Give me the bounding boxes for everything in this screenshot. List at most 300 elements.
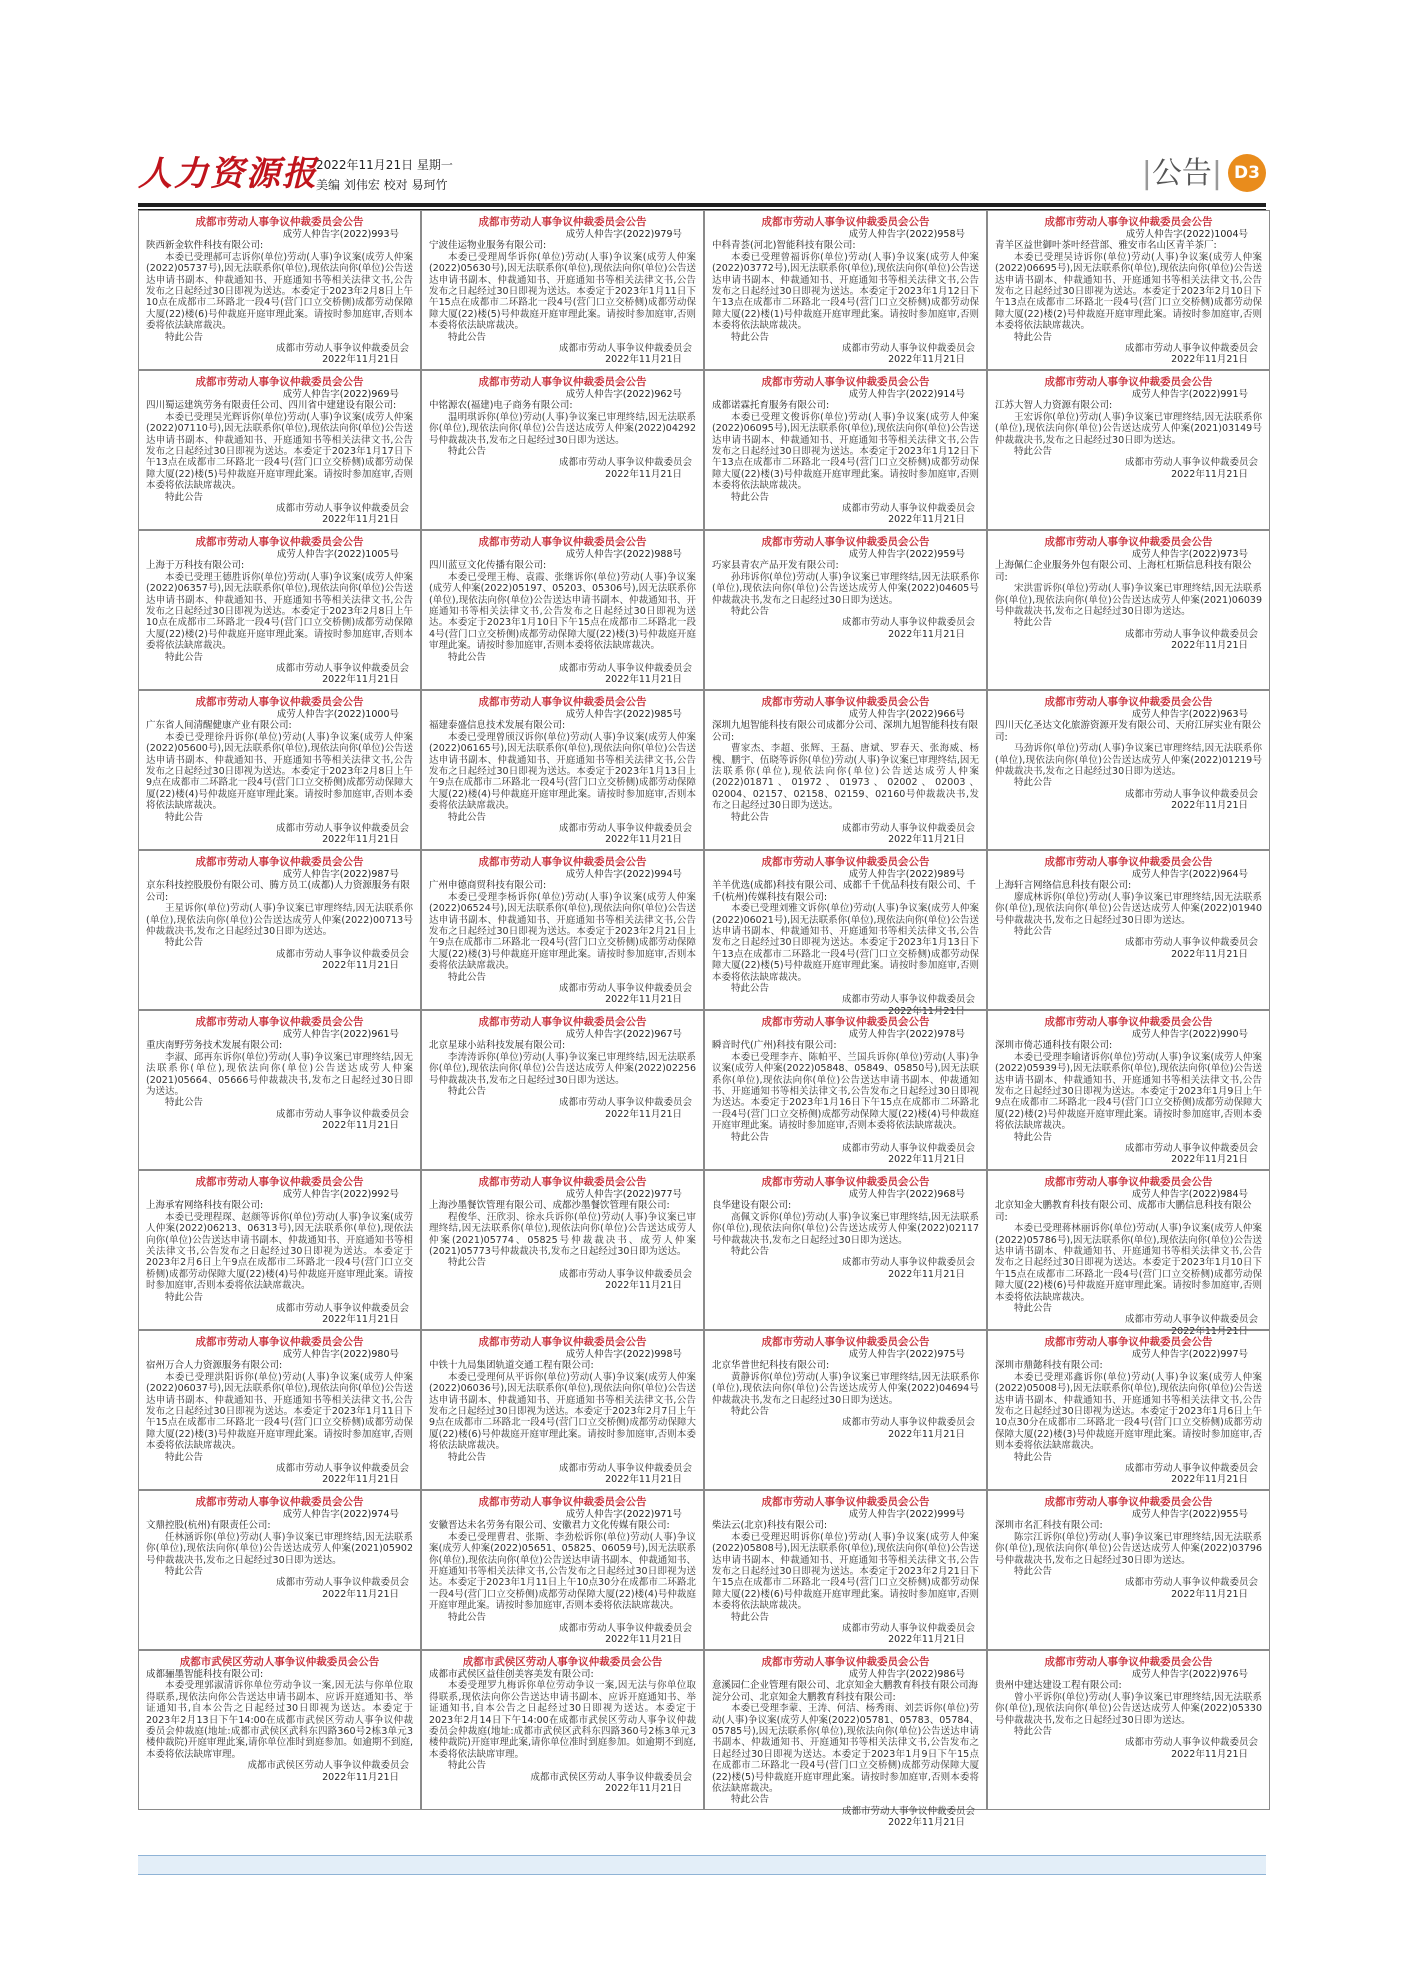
notice-date: 2022年11月21日 xyxy=(322,1588,399,1600)
notice-card xyxy=(138,370,421,530)
notice-party: 江苏大智人力资源有限公司: xyxy=(995,400,1113,412)
notice-date: 2022年11月21日 xyxy=(1171,354,1248,366)
notice-closing: 特此公告 xyxy=(1014,777,1053,789)
notice-party: 重庆南野劳务技术发展有限公司: xyxy=(146,1040,283,1052)
notice-heading: 成都市劳动人事争议仲裁委员会公告 xyxy=(761,1656,930,1668)
issue-date: 2022年11月21日 星期一 xyxy=(316,158,453,172)
notice-card xyxy=(138,530,421,690)
notice-closing: 特此公告 xyxy=(448,1611,487,1623)
notice-card xyxy=(138,1170,421,1330)
notice-number: 成劳人仲告字(2022)962号 xyxy=(565,389,682,400)
notice-body: 本委已受理曾颀汉诉你(单位)劳动(人事)争议案(成劳人仲案(2022)06165号),因无法联系你(单位),现依法向你(单位)公告送达申请书副本、仲裁通知书、开庭通知书等相关法律文书,公告发布之日起经过30日即视为送达。本委定于2023年1月13日上午9点在成都市二环路北一段4号(营门口立交桥侧)成都劳动保障大厦(22)楼(4)号仲裁庭开庭审理此案。请按时参加庭审,否则本委将依法缺席裁决。 xyxy=(429,731,696,812)
notice-date: 2022年11月21日 xyxy=(1171,1325,1248,1337)
notice-date: 2022年11月21日 xyxy=(322,1314,399,1326)
notice-card xyxy=(704,1170,987,1330)
notice-number: 成劳人仲告字(2022)959号 xyxy=(848,549,965,560)
notice-issuer: 成都市劳动人事争议仲裁委员会 xyxy=(275,343,409,355)
notice-number: 成劳人仲告字(2022)988号 xyxy=(565,549,682,560)
notice-issuer: 成都市劳动人事争议仲裁委员会 xyxy=(841,823,975,835)
notice-date: 2022年11月21日 xyxy=(1171,1588,1248,1600)
notice-heading: 成都市劳动人事争议仲裁委员会公告 xyxy=(761,1016,930,1028)
notice-card xyxy=(421,370,704,530)
notice-body: 本委已受理曾福诉你(单位)劳动(人事)争议案(成劳人仲案(2022)03772号),因无法联系你(单位),现依法向你(单位)公告送达申请书副本、仲裁通知书、开庭通知书等相关法律文书,公告发布之日起经过30日即视为送达。本委定于2023年1月12日下午13点在成都市二环路北一段4号(营门口立交桥侧)成都劳动保障大厦(22)楼(1)号仲裁庭开庭审理此案。请按时参加庭审,否则本委将依法缺席裁决。 xyxy=(712,251,979,332)
notice-party: 瞬音时代(广州)科技有限公司: xyxy=(712,1040,837,1052)
notice-closing: 特此公告 xyxy=(448,1257,487,1269)
notice-party: 柴法云(北京)科技有限公司: xyxy=(712,1520,828,1532)
notice-card xyxy=(138,850,421,1010)
notice-closing: 特此公告 xyxy=(1014,1131,1053,1143)
notice-card xyxy=(987,1170,1270,1337)
notice-heading: 成都市劳动人事争议仲裁委员会公告 xyxy=(478,216,647,228)
notice-card xyxy=(987,370,1270,530)
notice-card xyxy=(704,690,987,850)
notice-closing: 特此公告 xyxy=(1014,1451,1053,1463)
notice-heading: 成都市劳动人事争议仲裁委员会公告 xyxy=(478,1176,647,1188)
notice-body: 温明琪诉你(单位)劳动(人事)争议案已审理终结,因无法联系你(单位),现依法向你(单位)公告送达成劳人仲案(2022)04292号仲裁裁决书,发布之日起经过30日即为送达。 xyxy=(429,411,696,446)
notice-party: 青羊区益世御叶茶叶经营部、雅安市名山区青羊茶厂: xyxy=(995,240,1217,252)
notice-card xyxy=(421,210,704,370)
notice-number: 成劳人仲告字(2022)1005号 xyxy=(276,549,399,560)
notice-party: 京东科技控股股份有限公司、腾方员工(成都)人力资源服务有限公司: xyxy=(146,880,410,903)
notice-number: 成劳人仲告字(2022)994号 xyxy=(565,869,682,880)
notice-closing: 特此公告 xyxy=(731,1131,770,1143)
notice-body: 本委已受理何从平诉你(单位)劳动(人事)争议案(成劳人仲案(2022)06036号),因无法联系你(单位),现依法向你(单位)公告送达申请书副本、仲裁通知书、开庭通知书等相关法律文书,公告发布之日起经过30日即视为送达。本委定于2023年2月7日上午9点在成都市二环路北一段4号(营门口立交桥侧)成都劳动保障大厦(22)楼(6)号仲裁庭开庭审理此案。请按时参加庭审,否则本委将依法缺席裁决。 xyxy=(429,1371,696,1452)
notice-issuer: 成都市劳动人事争议仲裁委员会 xyxy=(841,1257,975,1269)
notice-closing: 特此公告 xyxy=(731,331,770,343)
notice-heading: 成都市劳动人事争议仲裁委员会公告 xyxy=(1044,376,1213,388)
notice-heading: 成都市劳动人事争议仲裁委员会公告 xyxy=(761,536,930,548)
notice-body: 本委已受理曹君、张斯、李劲松诉你(单位)劳动(人事)争议案(成劳人仲案(2022)05651、05825、06059号),因无法联系你(单位),现依法向你(单位)公告送达申请书副本、仲裁通知书、开庭通知书等相关法律文书,公告发布之日起经过30日即视为送达。本委定于2023年1月11日上午10点30分在成都市二环路北一段4号(营门口立交桥侧)成都劳动保障大厦(22)楼(4)号仲裁庭开庭审理此案。请按时参加庭审,否则本委将依法缺席裁决。 xyxy=(429,1531,696,1612)
notice-closing: 特此公告 xyxy=(448,1760,487,1772)
notice-number: 成劳人仲告字(2022)979号 xyxy=(565,229,682,240)
notice-party: 广东省人间清醒健康产业有限公司: xyxy=(146,720,292,732)
notice-heading: 成都市劳动人事争议仲裁委员会公告 xyxy=(1044,1176,1213,1188)
notice-issuer: 成都市劳动人事争议仲裁委员会 xyxy=(1124,343,1258,355)
notice-party: 成都市武侯区益佳创美容美发有限公司: xyxy=(429,1669,594,1680)
notice-body: 本委已受理迟明诉你(单位)劳动(人事)争议案(成劳人仲案(2022)05808号),因无法联系你(单位),现依法向你(单位)公告送达申请书副本、仲裁通知书、开庭通知书等相关法律文书,公告发布之日起经过30日即视为送达。本委定于2023年2月21日下午15点在成都市二环路北一段4号(营门口立交桥侧)成都劳动保障大厦(22)楼(6)号仲裁庭开庭审理此案。请按时参加庭审,否则本委将依法缺席裁决。 xyxy=(712,1531,979,1612)
notice-date: 2022年11月21日 xyxy=(322,1474,399,1486)
notice-party: 贵州中建达建设工程有限公司: xyxy=(995,1680,1122,1692)
section-title: 公告 xyxy=(1151,156,1212,191)
notice-party: 福建泰盛信息技术发展有限公司: xyxy=(429,720,566,732)
notice-issuer: 成都市劳动人事争议仲裁委员会 xyxy=(841,1143,975,1155)
notice-heading: 成都市武侯区劳动人事争议仲裁委员会公告 xyxy=(179,1656,380,1668)
notice-card xyxy=(138,1490,421,1650)
notice-body: 黄静诉你(单位)劳动(人事)争议案已审理终结,因无法联系你(单位),现依法向你(单位)公告送达成劳人仲案(2022)04694号仲裁裁决书,发布之日起经过30日即为送达。 xyxy=(712,1371,979,1406)
notice-number: 成劳人仲告字(2022)914号 xyxy=(848,389,965,400)
notice-party: 深圳市名汇科技有限公司: xyxy=(995,1520,1103,1532)
notice-closing: 特此公告 xyxy=(448,1451,487,1463)
notice-closing: 特此公告 xyxy=(1014,926,1053,938)
notice-closing: 特此公告 xyxy=(165,491,204,503)
notice-party: 广州申德商贸科技有限公司: xyxy=(429,880,547,892)
notice-number: 成劳人仲告字(2022)974号 xyxy=(282,1509,399,1520)
notice-number: 成劳人仲告字(2022)984号 xyxy=(1131,1189,1248,1200)
notice-card xyxy=(421,1490,704,1650)
notice-number: 成劳人仲告字(2022)986号 xyxy=(848,1669,965,1680)
notice-number: 成劳人仲告字(2022)969号 xyxy=(282,389,399,400)
notice-closing: 特此公告 xyxy=(731,983,770,995)
notice-date: 2022年11月21日 xyxy=(1171,1154,1248,1166)
notice-issuer: 成都市劳动人事争议仲裁委员会 xyxy=(275,823,409,835)
notice-closing: 特此公告 xyxy=(1014,1726,1053,1738)
notice-date: 2022年11月21日 xyxy=(1171,1474,1248,1486)
notice-number: 成劳人仲告字(2022)997号 xyxy=(1131,1349,1248,1360)
notice-number: 成劳人仲告字(2022)958号 xyxy=(848,229,965,240)
notice-closing: 特此公告 xyxy=(165,937,204,949)
notice-heading: 成都市劳动人事争议仲裁委员会公告 xyxy=(478,1496,647,1508)
notice-party: 上海佩仁企业服务外包有限公司、上海杠杠斯信息科技有限公司: xyxy=(995,560,1252,583)
notice-number: 成劳人仲告字(2022)993号 xyxy=(282,229,399,240)
notice-party: 宿州万合人力资源服务有限公司: xyxy=(146,1360,283,1372)
notice-number: 成劳人仲告字(2022)963号 xyxy=(1131,709,1248,720)
notice-heading: 成都市劳动人事争议仲裁委员会公告 xyxy=(1044,1336,1213,1348)
notice-heading: 成都市劳动人事争议仲裁委员会公告 xyxy=(195,216,364,228)
notice-closing: 特此公告 xyxy=(1014,1566,1053,1578)
notice-heading: 成都市劳动人事争议仲裁委员会公告 xyxy=(195,856,364,868)
notice-party: 上海承宥网络科技有限公司: xyxy=(146,1200,264,1212)
notice-body: 本委已受理郝可志诉你(单位)劳动(人事)争议案(成劳人仲案(2022)05737号),因无法联系你(单位),现依法向你(单位)公告送达申请书副本、仲裁通知书、开庭通知书等相关法律文书,公告发布之日起经过30日即视为送达。本委定于2023年2月8日上午10点在成都市二环路北一段4号(营门口立交桥侧)成都劳动保障大厦(22)楼(6)号仲裁庭开庭审理此案。请按时参加庭审,否则本委将依法缺席裁决。 xyxy=(146,251,413,332)
footer-band xyxy=(138,1855,1266,1875)
notice-closing: 特此公告 xyxy=(1014,331,1053,343)
notice-body: 本委已受理李蒙、王涛、何洁、杨秀雨、刘芸诉你(单位)劳动(人事)争议案(成劳人仲案(2022)05781、05783、05784、05785号),因无法联系你(单位),现依法向你(单位)公告送达申请书副本、仲裁通知书、开庭通知书等相关法律文书,公告发布之日起经过30日即视为送达。本委定于2023年1月9日下午15点在成都市二环路北一段4号(营门口立交桥侧)成都劳动保障大厦(22)楼(5)号仲裁庭开庭审理此案。请按时参加庭审,否则本委将依法缺席裁决。 xyxy=(712,1703,979,1795)
notice-party: 宁波佳运物业服务有限公司: xyxy=(429,240,547,252)
notice-party: 深圳市鼎懿科技有限公司: xyxy=(995,1360,1103,1372)
notice-heading: 成都市劳动人事争议仲裁委员会公告 xyxy=(478,536,647,548)
editors-credit: 美编 刘伟宏 校对 易珂竹 xyxy=(316,178,448,192)
notice-date: 2022年11月21日 xyxy=(605,1280,682,1292)
notice-heading: 成都市劳动人事争议仲裁委员会公告 xyxy=(761,1336,930,1348)
notice-card xyxy=(704,530,987,690)
notice-closing: 特此公告 xyxy=(165,331,204,343)
notice-date: 2022年11月21日 xyxy=(1171,1748,1248,1760)
notice-closing: 特此公告 xyxy=(1014,1303,1053,1315)
notice-body: 廖成林诉你(单位)劳动(人事)争议案已审理终结,因无法联系你(单位),现依法向你(单位)公告送达成劳人仲案(2022)01940号仲裁裁决书,发布之日起经过30日即为送达。 xyxy=(995,891,1262,926)
notice-issuer: 成都市劳动人事争议仲裁委员会 xyxy=(558,457,692,469)
notice-number: 成劳人仲告字(2022)964号 xyxy=(1131,869,1248,880)
notice-body: 高佩文诉你(单位)劳动(人事)争议案已审理终结,因无法联系你(单位),现依法向你(单位)公告送达成劳人仲案(2022)02117号仲裁裁决书,发布之日起经过30日即为送达。 xyxy=(712,1211,979,1246)
notice-issuer: 成都市武侯区劳动人事争议仲裁委员会 xyxy=(530,1771,692,1783)
notice-number: 成劳人仲告字(2022)973号 xyxy=(1131,549,1248,560)
notice-issuer: 成都市劳动人事争议仲裁委员会 xyxy=(558,823,692,835)
notice-closing: 特此公告 xyxy=(731,1246,770,1258)
notice-issuer: 成都市劳动人事争议仲裁委员会 xyxy=(841,343,975,355)
notice-date: 2022年11月21日 xyxy=(888,354,965,366)
notice-number: 成劳人仲告字(2022)1000号 xyxy=(276,709,399,720)
notice-body: 陈宗江诉你(单位)劳动(人事)争议案已审理终结,因无法联系你(单位),现依法向你(单位)公告送达成劳人仲案(2022)03796号仲裁裁决书,发布之日起经过30日即为送达。 xyxy=(995,1531,1262,1566)
notice-heading: 成都市劳动人事争议仲裁委员会公告 xyxy=(761,856,930,868)
notice-party: 成都诺霖托育服务有限公司: xyxy=(712,400,830,412)
notice-body: 本委已受理洪阳诉你(单位)劳动(人事)争议案(成劳人仲案(2022)06037号),因无法联系你(单位),现依法向你(单位)公告送达申请书副本、仲裁通知书、开庭通知书等相关法律文书,公告发布之日起经过30日即视为送达。本委定于2023年1月11日下午15点在成都市二环路北一段4号(营门口立交桥侧)成都劳动保障大厦(22)楼(3)号仲裁庭开庭审理此案。请按时参加庭审,否则本委将依法缺席裁决。 xyxy=(146,1371,413,1452)
notice-date: 2022年11月21日 xyxy=(605,1634,682,1646)
notice-body: 本委已受理王梅、袁霞、张继诉你(单位)劳动(人事)争议案(成劳人仲案(2022)05197、05203、05306号),因无法联系你(单位),现依法向你(单位)公告送达申请书副本、仲裁通知书、开庭通知书等相关法律文书,公告发布之日起经过30日即视为送达。本委定于2023年1月10日下午15点在成都市二环路北一段4号(营门口立交桥侧)成都劳动保障大厦(22)楼(3)号仲裁庭开庭审理此案。请按时参加庭审,否则本委将依法缺席裁决。 xyxy=(429,571,696,652)
notice-closing: 特此公告 xyxy=(448,331,487,343)
notice-number: 成劳人仲告字(2022)990号 xyxy=(1131,1029,1248,1040)
notice-closing: 特此公告 xyxy=(731,491,770,503)
notice-card xyxy=(421,1170,704,1330)
notice-party: 深圳九旭智能科技有限公司成都分公司、深圳九旭智能科技有限公司: xyxy=(712,720,979,743)
notice-card xyxy=(138,210,421,370)
notice-party: 四川蜀运建筑劳务有限责任公司、四川省中建建设有限公司: xyxy=(146,400,397,412)
notice-date: 2022年11月21日 xyxy=(605,1474,682,1486)
masthead-rule xyxy=(138,203,1266,207)
notice-issuer: 成都市劳动人事争议仲裁委员会 xyxy=(1124,1577,1258,1589)
notice-closing: 特此公告 xyxy=(448,651,487,663)
notice-number: 成劳人仲告字(2022)992号 xyxy=(282,1189,399,1200)
notice-date: 2022年11月21日 xyxy=(1171,640,1248,652)
notice-party: 成都骊墨智能科技有限公司: xyxy=(146,1669,264,1680)
notice-number: 成劳人仲告字(2022)985号 xyxy=(565,709,682,720)
notice-closing: 特此公告 xyxy=(731,1794,770,1806)
notice-issuer: 成都市武侯区劳动人事争议仲裁委员会 xyxy=(247,1760,409,1772)
notice-body: 王星诉你(单位)劳动(人事)争议案已审理终结,因无法联系你(单位),现依法向你(单位)公告送达成劳人仲案(2022)00713号仲裁裁决书,发布之日起经过30日即为送达。 xyxy=(146,903,413,938)
notice-body: 本委已受理程琛、赵颜等诉你(单位)劳动(人事)争议案(成劳人仲案(2022)06213、06313号),因无法联系你(单位),现依法向你(单位)公告送达申请书副本、仲裁通知书、开庭通知书等相关法律文书,公告发布之日起经过30日即视为送达。本委定于2023年2月6日上午9点在成都市二环路北一段4号(营门口立交桥侧)成都劳动保障大厦(22)楼(4)号仲裁庭开庭审理此案。请按时参加庭审,否则本委将依法缺席裁决。 xyxy=(146,1211,413,1292)
notice-body: 李涛涛诉你(单位)劳动(人事)争议案已审理终结,因无法联系你(单位),现依法向你(单位)公告送达成劳人仲案(2022)02256号仲裁裁决书,发布之日起经过30日即为送达。 xyxy=(429,1051,696,1086)
notice-heading: 成都市劳动人事争议仲裁委员会公告 xyxy=(1044,856,1213,868)
notice-body: 本委已受理李喻诸诉你(单位)劳动(人事)争议案(成劳人仲案(2022)05939号),因无法联系你(单位),现依法向你(单位)公告送达申请书副本、仲裁通知书、开庭通知书等相关法律文书,公告发布之日起经过30日即视为送达。本委定于2023年1月9日上午9点在成都市二环路北一段4号(营门口立交桥侧)成都劳动保障大厦(22)楼(2)号仲裁庭开庭审理此案。请按时参加庭审,否则本委将依法缺席裁决。 xyxy=(995,1051,1262,1132)
notice-heading: 成都市劳动人事争议仲裁委员会公告 xyxy=(478,856,647,868)
notice-issuer: 成都市劳动人事争议仲裁委员会 xyxy=(275,503,409,515)
notice-date: 2022年11月21日 xyxy=(605,354,682,366)
notice-body: 曾小平诉你(单位)劳动(人事)争议案已审理终结,因无法联系你(单位),现依法向你(单位)公告送达成劳人仲案(2022)05330号仲裁裁决书,发布之日起经过30日即为送达。 xyxy=(995,1691,1262,1726)
notice-card xyxy=(421,1010,704,1170)
notice-card xyxy=(987,1010,1270,1170)
notice-issuer: 成都市劳动人事争议仲裁委员会 xyxy=(1124,1314,1258,1326)
notice-date: 2022年11月21日 xyxy=(605,834,682,846)
notice-heading: 成都市劳动人事争议仲裁委员会公告 xyxy=(195,1496,364,1508)
notice-date: 2022年11月21日 xyxy=(888,1005,965,1017)
notice-number: 成劳人仲告字(2022)976号 xyxy=(1131,1669,1248,1680)
notice-date: 2022年11月21日 xyxy=(888,1154,965,1166)
notice-issuer: 成都市劳动人事争议仲裁委员会 xyxy=(275,663,409,675)
notice-body: 本委受理罗九梅诉你单位劳动争议一案,因无法与你单位取得联系,现依法向你公告送达申请书副本、应诉开庭通知书、举证通知书,自本公告之日起经过30日即视为送达。本委定于2023年2月14日下午14:00在成都市武侯区劳动人事争议仲裁委员会仲裁庭(地址:成都市武侯区武科东四路360号2栋3单元3楼仲裁院)开庭审理此案,请你单位准时到庭参加。如逾期不到庭,本委将依法缺席审理。 xyxy=(429,1680,696,1760)
notice-card xyxy=(704,850,987,1017)
notice-body: 本委已受理邓鑫诉你(单位)劳动(人事)争议案(成劳人仲案(2022)05008号),因无法联系你(单位),现依法向你(单位)公告送达申请书副本、仲裁通知书、开庭通知书等相关法律文书,公告发布之日起经过30日即视为送达。本委定于2023年1月6日上午10点30分在成都市二环路北一段4号(营门口立交桥侧)成都劳动保障大厦(22)楼(3)号仲裁庭开庭审理此案。请按时参加庭审,否则本委将依法缺席裁决。 xyxy=(995,1371,1262,1452)
notice-issuer: 成都市劳动人事争议仲裁委员会 xyxy=(1124,1463,1258,1475)
notice-card xyxy=(987,210,1270,370)
notice-party: 四川天亿圣达文化旅游资源开发有限公司、天府江屏实业有限公司: xyxy=(995,720,1262,743)
notice-body: 程俊华、汪欣羽、徐永兵诉你(单位)劳动(人事)争议案已审理终结,因无法联系你(单位),现依法向你(单位)公告送达成劳人仲案(2021)05774、05825号仲裁裁决书、成劳人仲案(2021)05773号仲裁裁决书,发布之日起经过30日即为送达。 xyxy=(429,1211,696,1258)
notice-issuer: 成都市劳动人事争议仲裁委员会 xyxy=(841,617,975,629)
notice-party: 深圳市倚芯通科技有限公司: xyxy=(995,1040,1113,1052)
notice-heading: 成都市劳动人事争议仲裁委员会公告 xyxy=(761,696,930,708)
notice-party: 文鼎控股(杭州)有限责任公司: xyxy=(146,1520,271,1532)
notice-card xyxy=(987,1650,1270,1810)
notice-party: 良华建设有限公司: xyxy=(712,1200,792,1212)
notice-date: 2022年11月21日 xyxy=(322,1771,399,1783)
notice-closing: 特此公告 xyxy=(731,606,770,618)
notice-heading: 成都市劳动人事争议仲裁委员会公告 xyxy=(478,376,647,388)
notice-heading: 成都市劳动人事争议仲裁委员会公告 xyxy=(478,1336,647,1348)
notice-heading: 成都市劳动人事争议仲裁委员会公告 xyxy=(761,376,930,388)
notice-date: 2022年11月21日 xyxy=(322,960,399,972)
notice-heading: 成都市劳动人事争议仲裁委员会公告 xyxy=(195,536,364,548)
notice-closing: 特此公告 xyxy=(448,446,487,458)
notice-party: 北京星球小站科技发展有限公司: xyxy=(429,1040,566,1052)
notice-issuer: 成都市劳动人事争议仲裁委员会 xyxy=(841,503,975,515)
notice-party: 上海沙墨餐饮管理有限公司、成都沙墨餐饮管理有限公司: xyxy=(429,1200,670,1212)
notice-heading: 成都市劳动人事争议仲裁委员会公告 xyxy=(1044,536,1213,548)
notice-issuer: 成都市劳动人事争议仲裁委员会 xyxy=(558,1463,692,1475)
notice-heading: 成都市劳动人事争议仲裁委员会公告 xyxy=(478,696,647,708)
notice-date: 2022年11月21日 xyxy=(1171,800,1248,812)
notice-issuer: 成都市劳动人事争议仲裁委员会 xyxy=(558,663,692,675)
notice-date: 2022年11月21日 xyxy=(605,674,682,686)
notice-heading: 成都市劳动人事争议仲裁委员会公告 xyxy=(478,1016,647,1028)
notice-date: 2022年11月21日 xyxy=(1171,468,1248,480)
page-number-badge: D3 xyxy=(1228,154,1266,192)
notice-issuer: 成都市劳动人事争议仲裁委员会 xyxy=(841,1805,975,1817)
notice-issuer: 成都市劳动人事争议仲裁委员会 xyxy=(275,1463,409,1475)
notice-issuer: 成都市劳动人事争议仲裁委员会 xyxy=(275,1108,409,1120)
notice-heading: 成都市劳动人事争议仲裁委员会公告 xyxy=(1044,1016,1213,1028)
notice-card xyxy=(421,530,704,690)
notice-closing: 特此公告 xyxy=(731,1611,770,1623)
notice-heading: 成都市武侯区劳动人事争议仲裁委员会公告 xyxy=(462,1656,663,1668)
notice-closing: 特此公告 xyxy=(165,1451,204,1463)
notice-card xyxy=(138,690,421,850)
notice-card xyxy=(704,210,987,370)
notice-number: 成劳人仲告字(2022)987号 xyxy=(282,869,399,880)
notice-body: 宋洪雷诉你(单位)劳动(人事)争议案已审理终结,因无法联系你(单位),现依法向你(单位)公告送达成劳人仲案(2021)06039号仲裁裁决书,发布之日起经过30日即为送达。 xyxy=(995,583,1262,618)
notice-body: 孙玮诉你(单位)劳动(人事)争议案已审理终结,因无法联系你(单位),现依法向你(单位)公告送达成劳人仲案(2022)04605号仲裁裁决书,发布之日起经过30日即为送达。 xyxy=(712,571,979,606)
notice-body: 本委已受理吴诗诉你(单位)劳动(人事)争议案(成劳人仲案(2022)06695号),因无法联系你(单位),现依法向你(单位)公告送达申请书副本、仲裁通知书、开庭通知书等相关法律文书,公告发布之日起经过30日即视为送达。本委定于2023年2月10日下午13点在成都市二环路北一段4号(营门口立交桥侧)成都劳动保障大厦(22)楼(2)号仲裁庭开庭审理此案。请按时参加庭审,否则本委将依法缺席裁决。 xyxy=(995,251,1262,332)
notice-closing: 特此公告 xyxy=(165,1291,204,1303)
notice-party: 中铭源农(福建)电子商务有限公司: xyxy=(429,400,573,412)
section-label: |公告| xyxy=(1141,156,1222,191)
notice-card xyxy=(987,1490,1270,1650)
notice-heading: 成都市劳动人事争议仲裁委员会公告 xyxy=(195,1176,364,1188)
notice-issuer: 成都市劳动人事争议仲裁委员会 xyxy=(1124,1737,1258,1749)
notice-number: 成劳人仲告字(2022)971号 xyxy=(565,1509,682,1520)
notice-number: 成劳人仲告字(2022)977号 xyxy=(565,1189,682,1200)
notice-card xyxy=(421,690,704,850)
notice-number: 成劳人仲告字(2022)991号 xyxy=(1131,389,1248,400)
notice-number: 成劳人仲告字(2022)998号 xyxy=(565,1349,682,1360)
notice-date: 2022年11月21日 xyxy=(322,514,399,526)
notice-date: 2022年11月21日 xyxy=(322,354,399,366)
notice-body: 李淑、邱再东诉你(单位)劳动(人事)争议案已审理终结,因无法联系你(单位),现依法向你(单位)公告送达成劳人仲案(2021)05664、05666号仲裁裁决书,发布之日起经过30日即为送达。 xyxy=(146,1051,413,1098)
notice-issuer: 成都市劳动人事争议仲裁委员会 xyxy=(558,1623,692,1635)
notice-card xyxy=(704,1490,987,1650)
notice-body: 本委已受理李卉、陈帕平、兰国兵诉你(单位)劳动(人事)争议案(成劳人仲案(2022)05848、05849、05850号),因无法联系你(单位),现依法向你(单位)公告送达申请书副本、仲裁通知书、开庭通知书等相关法律文书,公告发布之日起经过30日即视为送达。本委定于2023年1月16日下午15点在成都市二环路北一段4号(营门口立交桥侧)成都劳动保障大厦(22)楼(4)号仲裁庭开庭审理此案。请按时参加庭审,否则本委将依法缺席裁决。 xyxy=(712,1051,979,1132)
notice-date: 2022年11月21日 xyxy=(1171,948,1248,960)
notice-issuer: 成都市劳动人事争议仲裁委员会 xyxy=(1124,457,1258,469)
notice-heading: 成都市劳动人事争议仲裁委员会公告 xyxy=(761,216,930,228)
notice-heading: 成都市劳动人事争议仲裁委员会公告 xyxy=(761,1496,930,1508)
notice-issuer: 成都市劳动人事争议仲裁委员会 xyxy=(1124,788,1258,800)
notice-heading: 成都市劳动人事争议仲裁委员会公告 xyxy=(195,376,364,388)
notice-number: 成劳人仲告字(2022)989号 xyxy=(848,869,965,880)
notice-number: 成劳人仲告字(2022)968号 xyxy=(848,1189,965,1200)
notice-issuer: 成都市劳动人事争议仲裁委员会 xyxy=(558,343,692,355)
notice-card xyxy=(421,850,704,1010)
notice-date: 2022年11月21日 xyxy=(605,468,682,480)
notice-issuer: 成都市劳动人事争议仲裁委员会 xyxy=(841,1417,975,1429)
notice-date: 2022年11月21日 xyxy=(605,1108,682,1120)
notice-issuer: 成都市劳动人事争议仲裁委员会 xyxy=(558,1268,692,1280)
notice-card xyxy=(987,690,1270,850)
notice-body: 本委已受理李杨诉你(单位)劳动(人事)争议案(成劳人仲案(2022)06524号),因无法联系你(单位),现依法向你(单位)公告送达申请书副本、仲裁通知书、开庭通知书等相关法律文书,公告发布之日起经过30日即视为送达。本委定于2023年2月21日上午9点在成都市二环路北一段4号(营门口立交桥侧)成都劳动保障大厦(22)楼(3)号仲裁庭开庭审理此案。请按时参加庭审,否则本委将依法缺席裁决。 xyxy=(429,891,696,972)
notice-heading: 成都市劳动人事争议仲裁委员会公告 xyxy=(195,1016,364,1028)
notice-date: 2022年11月21日 xyxy=(605,994,682,1006)
notice-card xyxy=(704,1010,987,1170)
notice-party: 羊羊优选(成都)科技有限公司、成都千千优品科技有限公司、千千(杭州)传媒科技有限公司: xyxy=(712,880,976,903)
notice-number: 成劳人仲告字(2022)980号 xyxy=(282,1349,399,1360)
notice-issuer: 成都市劳动人事争议仲裁委员会 xyxy=(1124,1143,1258,1155)
notice-number: 成劳人仲告字(2022)966号 xyxy=(848,709,965,720)
notice-card xyxy=(987,850,1270,1010)
notice-issuer: 成都市劳动人事争议仲裁委员会 xyxy=(275,1577,409,1589)
notice-issuer: 成都市劳动人事争议仲裁委员会 xyxy=(1124,628,1258,640)
notice-body: 本委已受理吴光辉诉你(单位)劳动(人事)争议案(成劳人仲案(2022)07110号),因无法联系你(单位),现依法向你(单位)公告送达申请书副本、仲裁通知书、开庭通知书等相关法律文书,公告发布之日起经过30日即视为送达。本委定于2023年1月17日下午13点在成都市二环路北一段4号(营门口立交桥侧)成都劳动保障大厦(22)楼(5)号仲裁庭开庭审理此案。请按时参加庭审,否则本委将依法缺席裁决。 xyxy=(146,411,413,492)
notice-party: 上海轩言网络信息科技有限公司: xyxy=(995,880,1132,892)
notice-heading: 成都市劳动人事争议仲裁委员会公告 xyxy=(1044,1656,1213,1668)
notice-party: 陕西新金软件科技有限公司: xyxy=(146,240,264,252)
notice-body: 本委已受理王德胜诉你(单位)劳动(人事)争议案(成劳人仲案(2022)06357号),因无法联系你(单位),现依法向你(单位)公告送达申请书副本、仲裁通知书、开庭通知书等相关法律文书,公告发布之日起经过30日即视为送达。本委定于2023年2月8日上午10点在成都市二环路北一段4号(营门口立交桥侧)成都劳动保障大厦(22)楼(2)号仲裁庭开庭审理此案。请按时参加庭审,否则本委将依法缺席裁决。 xyxy=(146,571,413,652)
notice-party: 北京知金大鹏教育科技有限公司、成都市大鹏信息科技有限公司: xyxy=(995,1200,1252,1223)
notice-issuer: 成都市劳动人事争议仲裁委员会 xyxy=(558,983,692,995)
notice-number: 成劳人仲告字(2022)967号 xyxy=(565,1029,682,1040)
notice-closing: 特此公告 xyxy=(731,1406,770,1418)
notice-party: 巧家县青农产品开发有限公司: xyxy=(712,560,839,572)
notice-issuer: 成都市劳动人事争议仲裁委员会 xyxy=(275,1303,409,1315)
notice-issuer: 成都市劳动人事争议仲裁委员会 xyxy=(841,994,975,1006)
notice-issuer: 成都市劳动人事争议仲裁委员会 xyxy=(1124,937,1258,949)
notice-issuer: 成都市劳动人事争议仲裁委员会 xyxy=(841,1623,975,1635)
notice-heading: 成都市劳动人事争议仲裁委员会公告 xyxy=(1044,216,1213,228)
notice-party: 中科青荟(河北)智能科技有限公司: xyxy=(712,240,856,252)
notice-date: 2022年11月21日 xyxy=(888,1634,965,1646)
notice-body: 马劲诉你(单位)劳动(人事)争议案已审理终结,因无法联系你(单位),现依法向你(单位)公告送达成劳人仲案(2022)01219号仲裁裁决书,发布之日起经过30日即为送达。 xyxy=(995,743,1262,778)
notice-party: 北京华普世纪科技有限公司: xyxy=(712,1360,830,1372)
notice-date: 2022年11月21日 xyxy=(888,514,965,526)
newspaper-logo: 人力资源报 xyxy=(138,154,318,194)
notice-date: 2022年11月21日 xyxy=(322,834,399,846)
notice-heading: 成都市劳动人事争议仲裁委员会公告 xyxy=(1044,1496,1213,1508)
notice-issuer: 成都市劳动人事争议仲裁委员会 xyxy=(558,1097,692,1109)
notice-party: 安徽晋达未名劳务有限公司、安徽君力文化传媒有限公司: xyxy=(429,1520,670,1532)
notice-closing: 特此公告 xyxy=(1014,446,1053,458)
notice-heading: 成都市劳动人事争议仲裁委员会公告 xyxy=(1044,696,1213,708)
notice-body: 任林涵诉你(单位)劳动(人事)争议案已审理终结,因无法联系你(单位),现依法向你(单位)公告送达成劳人仲案(2021)05902号仲裁裁决书,发布之日起经过30日即为送达。 xyxy=(146,1531,413,1566)
notice-date: 2022年11月21日 xyxy=(888,628,965,640)
notice-card xyxy=(987,1330,1270,1490)
notice-date: 2022年11月21日 xyxy=(322,674,399,686)
notice-party: 上海于万科技有限公司: xyxy=(146,560,245,572)
notice-card xyxy=(987,530,1270,690)
notice-card xyxy=(704,370,987,530)
notice-body: 本委已受理周华诉你(单位)劳动(人事)争议案(成劳人仲案(2022)05630号),因无法联系你(单位),现依法向你(单位)公告送达申请书副本、仲裁通知书、开庭通知书等相关法律文书,公告发布之日起经过30日即视为送达。本委定于2023年1月11日下午15点在成都市二环路北一段4号(营门口立交桥侧)成都劳动保障大厦(22)楼(5)号仲裁庭开庭审理此案。请按时参加庭审,否则本委将依法缺席裁决。 xyxy=(429,251,696,332)
notice-card xyxy=(138,1330,421,1490)
notice-closing: 特此公告 xyxy=(731,811,770,823)
notice-closing: 特此公告 xyxy=(165,1566,204,1578)
notice-party: 四川蓝豆文化传播有限公司: xyxy=(429,560,547,572)
notice-closing: 特此公告 xyxy=(448,811,487,823)
notice-date: 2022年11月21日 xyxy=(605,1783,682,1795)
notice-body: 本委已受理徐丹诉你(单位)劳动(人事)争议案(成劳人仲案(2022)05600号),因无法联系你(单位),现依法向你(单位)公告送达申请书副本、仲裁通知书、开庭通知书等相关法律文书,公告发布之日起经过30日即视为送达。本委定于2023年2月8日上午9点在成都市二环路北一段4号(营门口立交桥侧)成都劳动保障大厦(22)楼(4)号仲裁庭开庭审理此案。请按时参加庭审,否则本委将依法缺席裁决。 xyxy=(146,731,413,812)
notice-date: 2022年11月21日 xyxy=(888,1428,965,1440)
notice-number: 成劳人仲告字(2022)999号 xyxy=(848,1509,965,1520)
notice-body: 本委已受理刘雅文诉你(单位)劳动(人事)争议案(成劳人仲案(2022)06021号),因无法联系你(单位),现依法向你(单位)公告送达申请书副本、仲裁通知书、开庭通知书等相关法律文书,公告发布之日起经过30日即视为送达。本委定于2023年1月13日下午13点在成都市二环路北一段4号(营门口立交桥侧)成都劳动保障大厦(22)楼(5)号仲裁庭开庭审理此案。请按时参加庭审,否则本委将依法缺席裁决。 xyxy=(712,903,979,983)
masthead xyxy=(138,150,1266,202)
notice-closing: 特此公告 xyxy=(1014,617,1053,629)
notice-date: 2022年11月21日 xyxy=(888,834,965,846)
notice-party: 意溪园仁企业管理有限公司、北京知金大鹏教育科技有限公司海淀分公司、北京知金大鹏教育科技有限公司: xyxy=(712,1680,979,1703)
notice-date: 2022年11月21日 xyxy=(888,1817,965,1829)
notice-body: 本委已受理文俊诉你(单位)劳动(人事)争议案(成劳人仲案(2022)06095号),因无法联系你(单位),现依法向你(单位)公告送达申请书副本、仲裁通知书、开庭通知书等相关法律文书,公告发布之日起经过30日即视为送达。本委定于2023年1月12日下午13点在成都市二环路北一段4号(营门口立交桥侧)成都劳动保障大厦(22)楼(3)号仲裁庭开庭审理此案。请按时参加庭审,否则本委将依法缺席裁决。 xyxy=(712,411,979,492)
notice-number: 成劳人仲告字(2022)961号 xyxy=(282,1029,399,1040)
